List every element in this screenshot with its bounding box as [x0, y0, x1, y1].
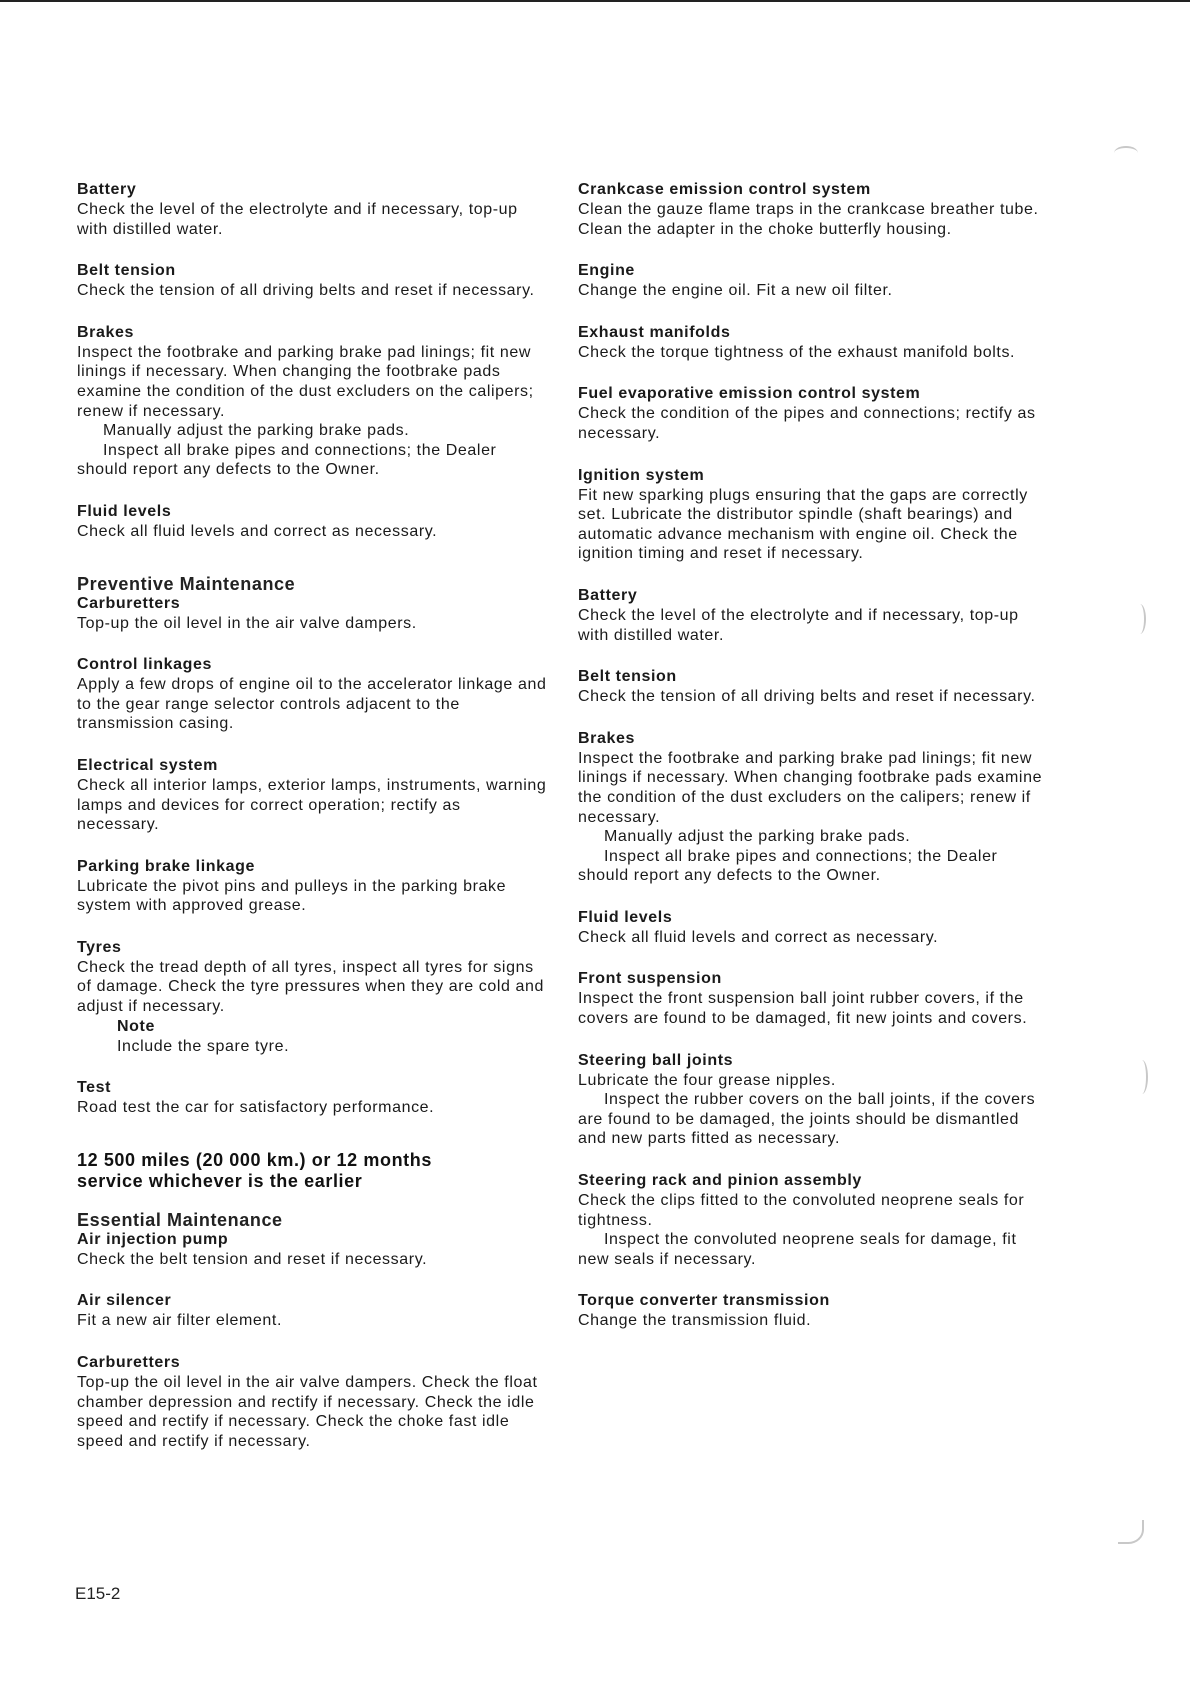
- entry-text: Change the engine oil. Fit a new oil filter.: [578, 282, 893, 300]
- maintenance-entry: [578, 908, 1048, 948]
- entry-title: Ignition system: [578, 466, 705, 484]
- entry-title: Parking brake linkage: [77, 857, 256, 875]
- entry-title: Battery: [77, 181, 137, 198]
- maintenance-entry: [578, 1291, 1048, 1331]
- service-interval-line-1: 12 500 miles (20 000 km.) or 12 months: [77, 1149, 432, 1170]
- entry-text: Check all fluid levels and correct as necessary.: [77, 522, 438, 540]
- maintenance-entry: [578, 384, 1048, 443]
- entry-title: Belt tension: [77, 262, 176, 280]
- maintenance-entry: [578, 969, 1048, 1028]
- entry-text: Check the level of the electrolyte and if necessary, top-up with distilled water.: [77, 201, 518, 238]
- maintenance-entry: [77, 180, 547, 239]
- essential-maintenance-heading: Essential Maintenance: [77, 1209, 283, 1230]
- entry-indented-text: Inspect all brake pipes and connections; the Dealer should report any defects to the Owner.: [578, 847, 998, 885]
- maintenance-entry: [578, 323, 1048, 363]
- entry-title: Crankcase emission control system: [578, 181, 871, 198]
- left-entries-group-a: [77, 180, 547, 542]
- maintenance-entry: [77, 655, 547, 734]
- entry-text: Check the tread depth of all tyres, inspect all tyres for signs of damage. Check the tyre pressures when they are cold and adjust if necessary.: [77, 958, 545, 1016]
- maintenance-entry: [77, 857, 547, 916]
- maintenance-entry: [77, 756, 547, 835]
- entry-text: Fit new sparking plugs ensuring that the gaps are correctly set. Lubricate the distributor spindle (shaft bearings) and automatic advance mechanism with engine oil. Check the ignition timing and reset if necessary.: [578, 486, 1028, 563]
- service-interval-line-2: service whichever is the earlier: [77, 1170, 363, 1191]
- maintenance-entry: [77, 502, 547, 542]
- maintenance-entry: [578, 466, 1048, 564]
- note-title: Note: [117, 1017, 155, 1035]
- tyres-note: [77, 1017, 547, 1057]
- entry-text: Lubricate the four grease nipples.: [578, 1071, 836, 1089]
- entry-title: Fluid levels: [77, 502, 172, 520]
- entry-title: Control linkages: [77, 656, 212, 674]
- note-text: Include the spare tyre.: [117, 1037, 290, 1055]
- entry-title: Torque converter transmission: [578, 1292, 830, 1310]
- entry-title: Fluid levels: [578, 908, 673, 926]
- entry-text: Top-up the oil level in the air valve dampers.: [77, 614, 417, 632]
- entry-title: Belt tension: [578, 668, 677, 686]
- entry-indented-text: Inspect all brake pipes and connections; the Dealer should report any defects to the Owner.: [77, 441, 497, 479]
- entry-text: Check the tension of all driving belts and reset if necessary.: [578, 688, 1036, 706]
- entry-title: Electrical system: [77, 756, 218, 774]
- scan-margin-mark: [1136, 1060, 1148, 1094]
- service-interval-heading: [77, 1150, 547, 1192]
- entry-text: Clean the gauze flame traps in the crankcase breather tube. Clean the adapter in the choke butterfly housing.: [578, 201, 1039, 238]
- entry-text: Check the level of the electrolyte and if necessary, top-up with distilled water.: [578, 606, 1019, 644]
- entry-title: Brakes: [578, 729, 635, 747]
- test-entry: [77, 1078, 547, 1118]
- left-entries-group-c: [77, 1230, 547, 1452]
- entry-title: Carburetters: [77, 1354, 181, 1372]
- entry-text: Check all interior lamps, exterior lamps, instruments, warning lamps and devices for correct operation; rectify as necessary.: [77, 776, 547, 834]
- page-number: E15-2: [75, 1584, 121, 1603]
- entry-indented-text: Manually adjust the parking brake pads.: [103, 422, 410, 440]
- entry-title: Carburetters: [77, 594, 181, 612]
- entry-title: Engine: [578, 262, 635, 280]
- right-column: [578, 180, 1048, 1353]
- tyres-entry: [77, 938, 547, 1056]
- maintenance-entry: [77, 1291, 547, 1331]
- entry-title: Air injection pump: [77, 1230, 229, 1248]
- entry-text: Apply a few drops of engine oil to the accelerator linkage and to the gear range selector controls adjacent to the transmission casing.: [77, 676, 547, 733]
- maintenance-entry: [77, 1230, 547, 1270]
- entry-text: Inspect the footbrake and parking brake pad linings; fit new linings if necessary. When changing footbrake pads examine the condition of the dust excluders on the calipers; renew if necessary.: [578, 749, 1043, 826]
- maintenance-entry: [77, 1353, 547, 1451]
- maintenance-entry: [77, 261, 547, 301]
- entry-text: Inspect the front suspension ball joint rubber covers, if the covers are found to be damaged, fit new joints and covers.: [578, 990, 1028, 1028]
- entry-text: Inspect the footbrake and parking brake pad linings; fit new linings if necessary. When changing the footbrake pads examine the condition of the dust excluders on the calipers; renew if necessary.: [77, 343, 534, 420]
- maintenance-entry: [578, 180, 1048, 239]
- maintenance-entry: [578, 586, 1048, 645]
- entry-title: Fuel evaporative emission control system: [578, 385, 921, 403]
- entry-text: Lubricate the pivot pins and pulleys in the parking brake system with approved grease.: [77, 877, 507, 915]
- top-border-line: [0, 0, 1190, 2]
- entry-title: Air silencer: [77, 1292, 172, 1310]
- maintenance-entry: [578, 667, 1048, 707]
- entry-text: Fit a new air filter element.: [77, 1312, 283, 1330]
- entry-text: Top-up the oil level in the air valve dampers. Check the float chamber depression and rectify if necessary. Check the idle speed and rectify if necessary. Check the choke fast idle speed and rectify if necessary.: [77, 1374, 538, 1450]
- entry-title: Steering ball joints: [578, 1051, 734, 1069]
- entry-title: Tyres: [77, 938, 122, 956]
- entry-text: Change the transmission fluid.: [578, 1312, 812, 1330]
- scan-margin-mark: [1134, 604, 1146, 634]
- preventive-maintenance-heading: Preventive Maintenance: [77, 573, 296, 594]
- maintenance-entry: [578, 1171, 1048, 1269]
- maintenance-entry: [578, 729, 1048, 886]
- entry-title: Brakes: [77, 323, 134, 341]
- entry-title: Exhaust manifolds: [578, 323, 731, 341]
- entry-text: Check all fluid levels and correct as necessary.: [578, 928, 939, 946]
- maintenance-entry: [578, 261, 1048, 301]
- entry-title: Battery: [578, 586, 638, 604]
- entry-title: Test: [77, 1079, 112, 1097]
- entry-title: Steering rack and pinion assembly: [578, 1172, 862, 1190]
- left-entries-group-b: [77, 594, 547, 916]
- left-column: [77, 180, 547, 1473]
- entry-text: Road test the car for satisfactory performance.: [77, 1099, 435, 1117]
- entry-text: Check the belt tension and reset if necessary.: [77, 1250, 428, 1268]
- maintenance-entry: [77, 594, 547, 634]
- maintenance-entry: [578, 1051, 1048, 1149]
- entry-indented-text: Inspect the rubber covers on the ball joints, if the covers are found to be damaged, the joints should be dismantled and new parts fitted as necessary.: [578, 1091, 1036, 1148]
- entry-indented-text: Inspect the convoluted neoprene seals for damage, fit new seals if necessary.: [578, 1231, 1017, 1268]
- entry-title: Front suspension: [578, 970, 722, 988]
- entry-text: Check the clips fitted to the convoluted neoprene seals for tightness.: [578, 1192, 1025, 1229]
- right-entries: [578, 180, 1048, 1331]
- scan-margin-mark: [1118, 1520, 1144, 1544]
- maintenance-entry: [77, 323, 547, 480]
- entry-indented-text: Manually adjust the parking brake pads.: [604, 828, 911, 846]
- entry-text: Check the condition of the pipes and connections; rectify as necessary.: [578, 405, 1036, 442]
- entry-text: Check the torque tightness of the exhaust manifold bolts.: [578, 343, 1016, 361]
- entry-text: Check the tension of all driving belts and reset if necessary.: [77, 282, 535, 300]
- scan-margin-mark: [1114, 146, 1138, 160]
